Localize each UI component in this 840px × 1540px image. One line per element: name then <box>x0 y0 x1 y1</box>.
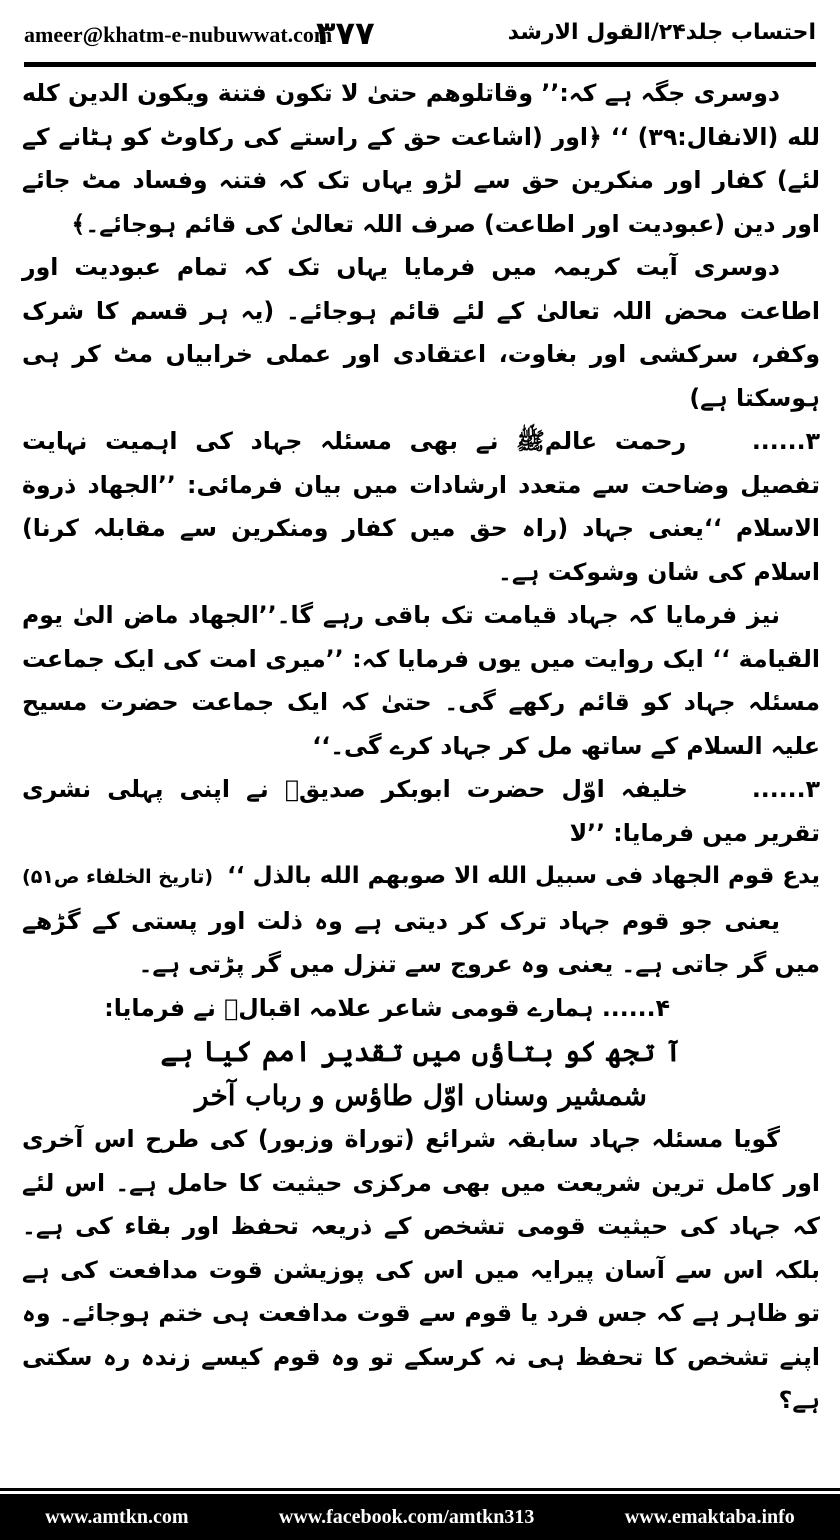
poem-line-2: شمشیر وسناں اوّل طاؤس و رباب آخر <box>195 1079 647 1112</box>
paragraph-5 <box>22 768 820 855</box>
footer-link-facebook[interactable]: www.facebook.com/amtkn313 <box>278 1505 535 1528</box>
page-header <box>24 14 816 58</box>
footer-link-amtkn[interactable]: www.amtkn.com <box>45 1505 189 1528</box>
citation: (تاریخ الخلفاء ص۵۱) <box>22 866 214 888</box>
paragraph-7-number: ۴...... <box>601 993 670 1022</box>
arabic-quote-line <box>22 855 820 900</box>
paragraph-5-number: ۳...... <box>751 775 821 803</box>
paragraph-2: دوسری آیت کریمہ میں فرمایا یہاں تک کہ تمام عبودیت اور اطاعت محض اللہ تعالیٰ کے لئے قائم ہوجائے۔ (یہ ہر قسم کا شرک وکفر، سرکشی اور بغاوت، اعتقادی اور عملی خرابیاں مٹ کر ہی ہوسکتا ہے) <box>22 253 820 412</box>
paragraph-3-number: ۳...... <box>751 427 820 455</box>
paragraph-1: دوسری جگہ ہے کہ:’’ وقاتلوھم حتیٰ لا تکون فتنة ویکون الدین کله لله (الانفال:۳۹) ‘‘ ﴿اور (اشاعت حق کے راستے کی رکاوٹ کو ہٹانے کے لئے) کفار اور منکرین حق سے لڑو یہاں تک کہ فتنہ وفساد مٹ جائے اور دین (عبودیت اور اطاعت) صرف اللہ تعالیٰ کی قائم ہوجائے۔﴾ <box>22 79 821 238</box>
page-body <box>22 72 820 1472</box>
paragraph-3 <box>22 420 820 594</box>
footer-link-emaktaba[interactable]: www.emaktaba.info <box>624 1505 795 1528</box>
paragraph-8: گویا مسئلہ جہاد سابقہ شرائع (توراة وزبور) کی طرح اس آخری اور کامل ترین شریعت میں بھی مرکزی حیثیت کا حامل ہے۔ اس لئے کہ جہاد کی حیثیت قومی تشخص کے ذریعہ تحفظ اور بقاء کی ہے۔ بلکہ اس سے آسان پیرایہ میں اس کی پوزیشن قوت مدافعت کی ہے تو ظاہر ہے کہ جس فرد یا قوم سے قوت مدافعت ہی ختم ہوجائے۔ وہ اپنے تشخص کا تحفظ ہی نہ کرسکے تو وہ قوم کیسے زندہ رہ سکتی ہے؟ <box>22 1125 820 1414</box>
footer-rule <box>0 1488 840 1491</box>
book-title: احتساب جلد۲۴/القول الارشد <box>507 20 816 45</box>
header-rule <box>24 62 816 67</box>
paragraph-4: نیز فرمایا کہ جہاد قیامت تک باقی رہے گا۔’’الجھاد ماض الیٰ یوم القیامة ‘‘ ایک روایت میں یوں فرمایا کہ: ’’میری امت کی ایک جماعت مسئلہ جہاد کو قائم رکھے گی۔ حتیٰ کہ ایک جماعت حضرت مسیح علیہ السلام کے ساتھ مل کر جہاد کرے گی۔‘‘ <box>22 601 820 760</box>
arabic-quote: یدع قوم الجھاد فی سبیل الله الا صوبھم الله بالذل ‘‘ <box>227 863 820 889</box>
poem-line-1: آ تجھ کو بتاؤں میں تقدیر امم کیا ہے <box>160 1035 682 1068</box>
page-number: ۳۷۷ <box>316 14 375 52</box>
paragraph-7-text: ہمارے قومی شاعر علامہ اقبالؒ نے فرمایا: <box>104 993 594 1022</box>
paragraph-6: یعنی جو قوم جہاد ترک کر دیتی ہے وہ ذلت اور پستی کے گڑھے میں گر جاتی ہے۔ یعنی وہ عروج سے تنزل میں گر پڑتی ہے۔ <box>22 906 820 978</box>
footer-bar <box>0 1494 840 1540</box>
paragraph-3-text: رحمت عالمﷺ نے بھی مسئلہ جہاد کی اہمیت نہایت تفصیل وضاحت سے متعدد ارشادات میں بیان فرمائی: ’’الجھاد ذروة الاسلام ‘‘یعنی جہاد (راہ حق میں کفار ومنکرین سے مقابلہ کرنا) اسلام کی شان وشوکت ہے۔ <box>22 427 820 586</box>
paragraph-5-text: خلیفہ اوّل حضرت ابوبکر صدیقؓ نے اپنی پہلی نشری تقریر میں فرمایا: ’’لا <box>22 775 820 847</box>
paragraph-7 <box>22 987 820 1031</box>
header-email[interactable]: ameer@khatm-e-nubuwwat.com <box>24 22 333 47</box>
